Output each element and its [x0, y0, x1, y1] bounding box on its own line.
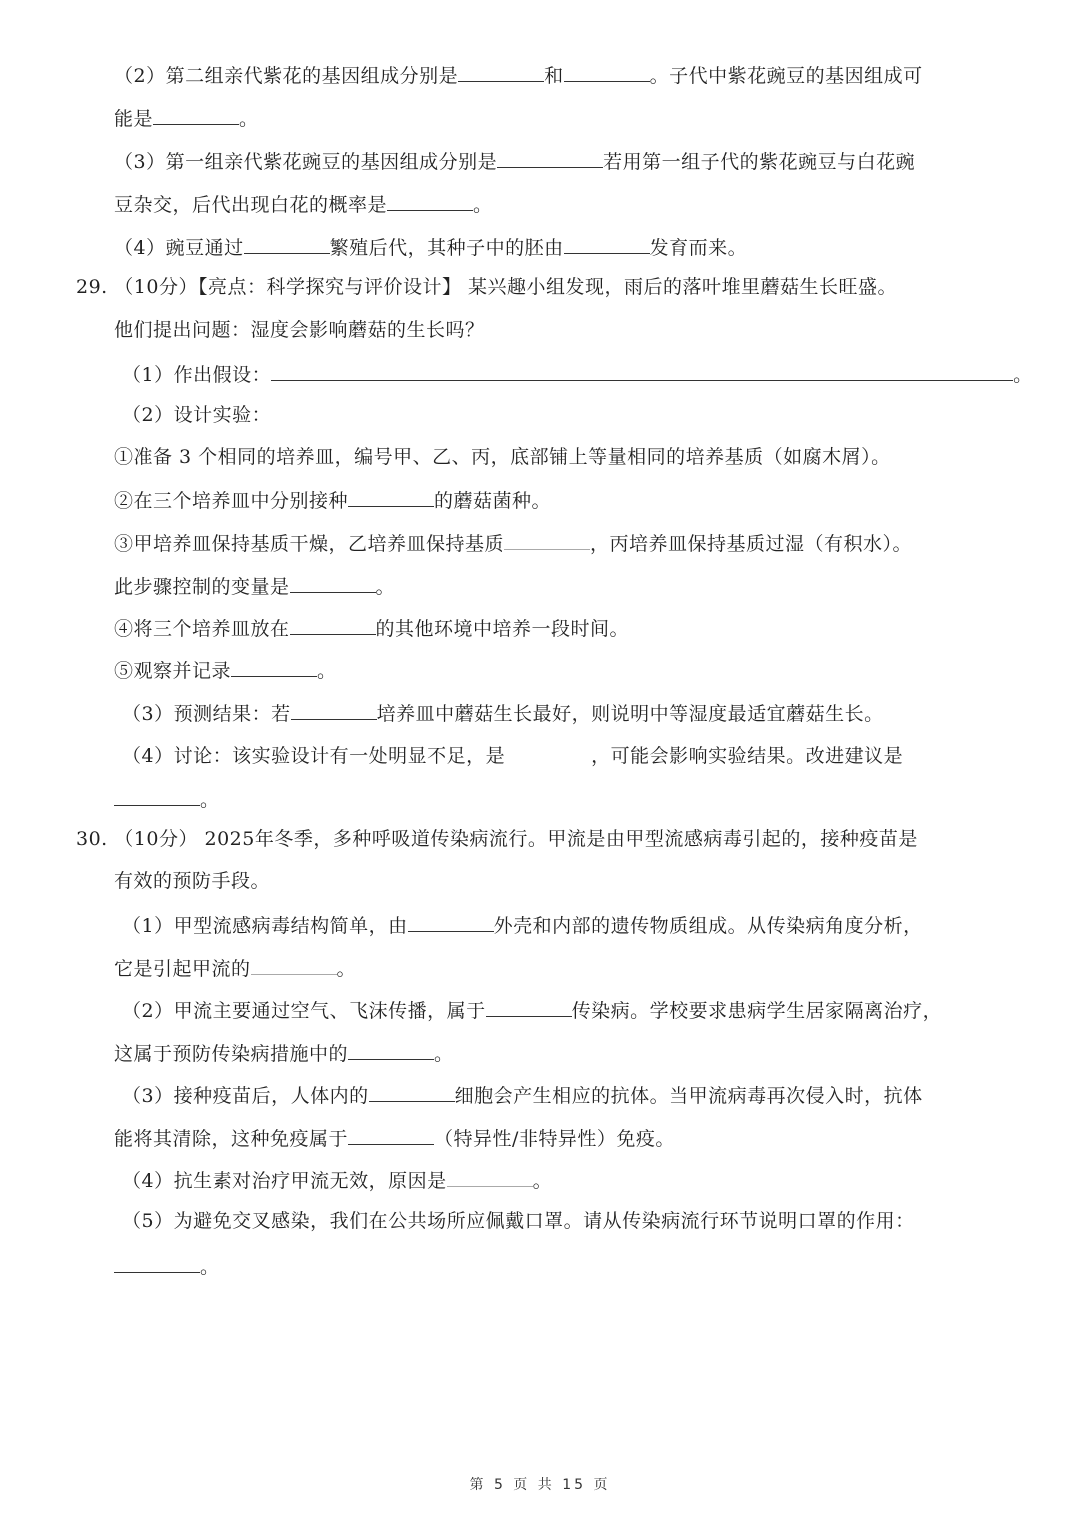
period: 。: [200, 789, 220, 811]
period: 。: [375, 576, 396, 598]
q30-part2-line1: [122, 996, 942, 1024]
answer-blank[interactable]: [369, 1081, 455, 1102]
q29-step5-text: ⑤观察并记录: [114, 660, 232, 682]
q29-step3-line2: [114, 572, 395, 600]
answer-blank[interactable]: [251, 954, 337, 975]
q29-step3-text2: ，丙培养皿保持基质过湿（有积水）。: [590, 533, 913, 555]
q29-part2-text: （2）设计实验：: [122, 404, 272, 426]
q30-part5-text: （5）为避免交叉感染，我们在公共场所应佩戴口罩。请从传染病流行环节说明口罩的作用：: [122, 1210, 915, 1232]
q28-part2-line2: [114, 104, 259, 132]
q28-part3-text2: 若用第一组子代的紫花豌豆与白花豌: [603, 151, 916, 173]
q29-step3-line1: [114, 529, 912, 557]
q30-part3-text3: 能将其清除，这种免疫属于: [114, 1128, 349, 1150]
q30-part2-text3: 这属于预防传染病措施中的: [114, 1043, 349, 1065]
q29-step2-line: [114, 486, 551, 514]
q29-part4-text: （4）讨论：该实验设计有一处明显不足，是: [122, 745, 506, 767]
q30-part3-text: （3）接种疫苗后，人体内的: [122, 1085, 369, 1107]
q30-part1-line1: [122, 911, 923, 939]
q28-part3-line1: [114, 147, 915, 175]
answer-blank[interactable]: [231, 656, 317, 677]
question-intro2: 有效的预防手段。: [114, 870, 271, 892]
answer-blank[interactable]: [153, 104, 239, 125]
period: 。: [532, 1170, 553, 1192]
question-score: （10分）: [114, 276, 198, 298]
answer-blank[interactable]: [497, 147, 603, 168]
answer-blank[interactable]: [458, 61, 544, 82]
q28-part3-text: （3）第一组亲代紫花豌豆的基因组成分别是: [114, 151, 498, 173]
period: 。: [336, 958, 357, 980]
answer-blank[interactable]: [114, 785, 200, 806]
question-text: 他们提出问题：湿度会影响蘑菇的生长吗？: [114, 319, 485, 341]
q29-part3-line: [122, 699, 884, 727]
answer-blank[interactable]: [290, 614, 376, 635]
q30-part2-text2: 传染病。学校要求患病学生居家隔离治疗，: [571, 1000, 943, 1022]
answer-blank[interactable]: [348, 1039, 434, 1060]
q30-part1-text3: 它是引起甲流的: [114, 958, 251, 980]
q29-step1-line: [114, 444, 891, 470]
q28-part2-line1: [114, 61, 923, 89]
answer-blank[interactable]: [387, 190, 473, 211]
q29-part4-line1: [122, 741, 903, 769]
answer-blank[interactable]: [447, 1166, 533, 1187]
question-intro: 2025年冬季，多种呼吸道传染病流行。甲流是由甲型流感病毒引起的，接种疫苗是: [204, 828, 918, 850]
answer-blank[interactable]: [408, 911, 494, 932]
q30-part1-line2: [114, 954, 356, 982]
q30-part2-text: （2）甲流主要通过空气、飞沫传播，属于: [122, 1000, 486, 1022]
period: 。: [200, 1256, 220, 1278]
q29-part1-line: [122, 360, 1033, 388]
answer-blank[interactable]: [348, 486, 434, 507]
hypothesis-blank[interactable]: [271, 360, 1013, 381]
q30-part3-text4: （特异性/非特异性）免疫。: [434, 1128, 675, 1150]
q30-part4-text: （4）抗生素对治疗甲流无效，原因是: [122, 1170, 447, 1192]
q30-part3-line1: [122, 1081, 923, 1109]
q30-part1-text: （1）甲型流感病毒结构简单，由: [122, 915, 408, 937]
q30-part5-line1: [122, 1208, 915, 1234]
answer-blank[interactable]: [348, 1124, 434, 1145]
q28-part2-text3: 能是: [114, 108, 154, 130]
answer-blank[interactable]: [504, 529, 590, 550]
q28-part4-text: （4）豌豆通过: [114, 237, 244, 259]
period: 。: [473, 194, 493, 216]
page-number-footer: 第 5 页 共 15 页: [469, 1477, 611, 1493]
answer-blank[interactable]: [564, 61, 650, 82]
q28-part2-and: 和: [544, 65, 564, 87]
question-intro: 某兴趣小组发现，雨后的落叶堆里蘑菇生长旺盛。: [468, 276, 898, 298]
period: 。: [1013, 364, 1033, 386]
question-tag: 【亮点：科学探究与评价设计】: [197, 276, 462, 298]
q29-step5-line: [114, 656, 337, 684]
q29-step2-text2: 的蘑菇菌种。: [434, 490, 552, 512]
q30-part1-text2: 外壳和内部的遗传物质组成。从传染病角度分析，: [493, 915, 923, 937]
question-number: 30.: [76, 828, 108, 850]
q30-part3-line2: [114, 1124, 675, 1152]
answer-blank[interactable]: [486, 996, 572, 1017]
q29-part3-text2: 培养皿中蘑菇生长最好，则说明中等湿度最适宜蘑菇生长。: [376, 703, 884, 725]
q28-part3-text3: 豆杂交，后代出现白花的概率是: [114, 194, 388, 216]
question-number: 29.: [76, 276, 108, 298]
q29-step4-text2: 的其他环境中培养一段时间。: [375, 618, 630, 640]
answer-blank[interactable]: [564, 233, 650, 254]
answer-blank[interactable]: [244, 233, 330, 254]
period: 。: [317, 660, 337, 682]
period: 。: [434, 1043, 454, 1065]
period: 。: [239, 108, 259, 130]
q28-part4-text2: 繁殖后代，其种子中的胚由: [329, 237, 564, 259]
answer-blank[interactable]: [290, 572, 376, 593]
q29-step4-line: [114, 614, 629, 642]
answer-blank[interactable]: [114, 1252, 200, 1273]
q30-part3-text2: 细胞会产生相应的抗体。当甲流病毒再次侵入时，抗体: [454, 1085, 923, 1107]
q30-part2-line2: [114, 1039, 454, 1067]
q29-part4-text2: ，可能会影响实验结果。改进建议是: [591, 745, 904, 767]
q30-header-line: [76, 826, 918, 852]
q28-part3-line2: [114, 190, 493, 218]
q30-intro-line2: [114, 868, 270, 894]
q29-part4-line2: [114, 785, 220, 813]
q28-part2-text2: 。子代中紫花豌豆的基因组成可: [649, 65, 923, 87]
q29-question-line: [114, 317, 485, 343]
q29-step4-text: ④将三个培养皿放在: [114, 618, 290, 640]
q29-step3-text: ③甲培养皿保持基质干燥，乙培养皿保持基质: [114, 533, 505, 555]
q28-part2-text: （2）第二组亲代紫花的基因组成分别是: [114, 65, 459, 87]
q28-part4-line: [114, 233, 747, 261]
answer-blank[interactable]: [291, 699, 377, 720]
q28-part4-text3: 发育而来。: [649, 237, 748, 259]
question-score: （10分）: [114, 828, 198, 850]
q29-part3-text: （3）预测结果：若: [122, 703, 291, 725]
q29-part1-text: （1）作出假设：: [122, 364, 272, 386]
q29-step3-text3: 此步骤控制的变量是: [114, 576, 290, 598]
q29-step1-text: ①准备 3 个相同的培养皿，编号甲、乙、丙，底部铺上等量相同的培养基质（如腐木屑）。: [114, 446, 891, 468]
q29-part2-line: [122, 402, 271, 428]
q29-step2-text: ②在三个培养皿中分别接种: [114, 490, 349, 512]
q29-header-line: [76, 274, 897, 300]
q30-part5-line2: [114, 1252, 220, 1280]
q30-part4-line: [122, 1166, 552, 1194]
answer-blank[interactable]: [505, 741, 591, 762]
